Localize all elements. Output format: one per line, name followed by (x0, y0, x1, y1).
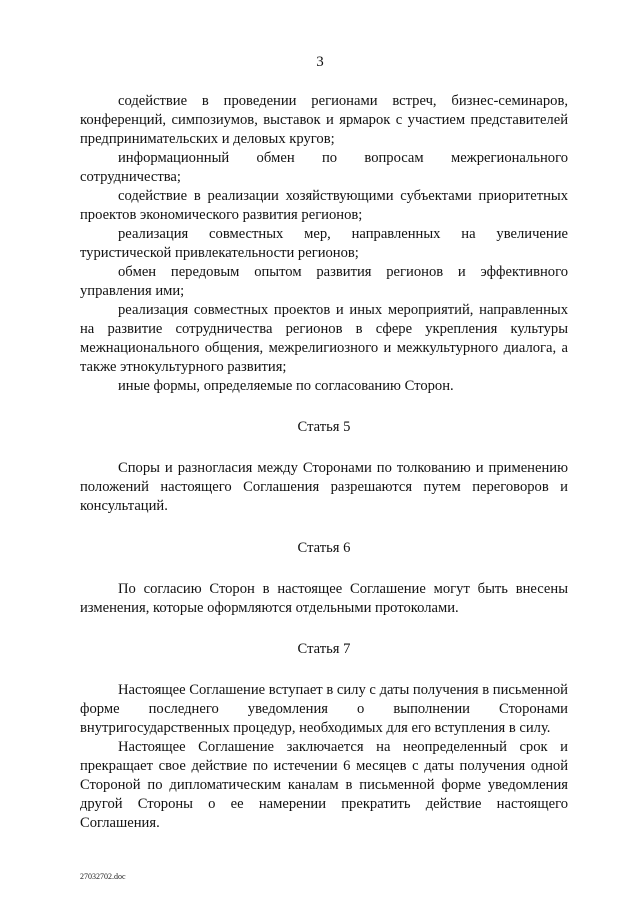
article-7-paragraph: Настоящее Соглашение заключается на неопределенный срок и прекращает свое действие по истечении 6 месяцев с даты получения одной Стороной по дипломатическим каналам в письменной форме уведомления другой Стороны о ее намерении прекратить действие настоящего Соглашения. (80, 739, 568, 831)
list-item: информационный обмен по вопросам межрегионального сотрудничества; (80, 150, 568, 185)
list-item: иные формы, определяемые по согласованию Сторон. (118, 378, 454, 394)
list-item: содействие в реализации хозяйствующими субъектами приоритетных проектов экономического развития регионов; (80, 188, 568, 223)
page-number: 3 (316, 54, 324, 70)
article-6-heading: Статья 6 (297, 540, 351, 556)
list-item: реализация совместных проектов и иных мероприятий, направленных на развитие сотрудничества регионов в сфере укрепления культуры межнационального общения, межрелигиозного и межкультурного диалога, а также этнокультурного развития; (80, 302, 568, 375)
article-6-paragraph: По согласию Сторон в настоящее Соглашение могут быть внесены изменения, которые оформляются отдельными протоколами. (80, 581, 568, 616)
document-body (80, 92, 568, 833)
article-7-paragraph: Настоящее Соглашение вступает в силу с даты получения в письменной форме последнего уведомления о выполнении Сторонами внутригосударственных процедур, необходимых для его вступления в силу. (80, 682, 568, 736)
list-item: реализация совместных мер, направленных на увеличение туристической привлекательности регионов; (80, 226, 568, 261)
list-item: обмен передовым опытом развития регионов и эффективного управления ими; (80, 264, 568, 299)
article-5-paragraph: Споры и разногласия между Сторонами по толкованию и применению положений настоящего Соглашения разрешаются путем переговоров и консультаций. (80, 460, 568, 514)
list-item: содействие в проведении регионами встреч, бизнес-семинаров, конференций, симпозиумов, выставок и ярмарок с участием представителей предпринимательских и деловых кругов; (80, 93, 568, 147)
article-5-heading: Статья 5 (297, 419, 351, 435)
article-7-heading: Статья 7 (297, 641, 351, 657)
document-file-code: 27032702.doc (80, 872, 126, 881)
